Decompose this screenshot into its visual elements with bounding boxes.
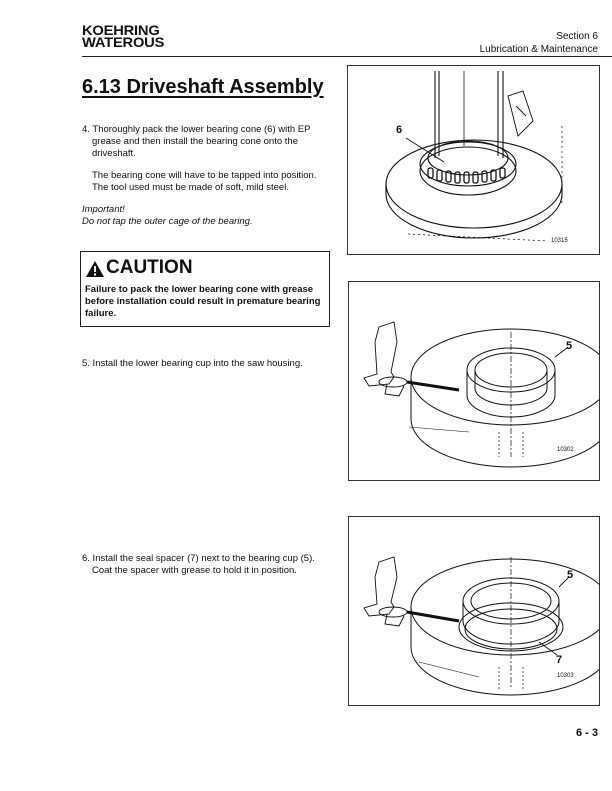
step-6-text: 6. Install the seal spacer (7) next to the bearing cup (5). Coat the spacer with grease to hold it in position.	[82, 553, 315, 576]
caution-text: Failure to pack the lower bearing cone with grease before installation could result in premature bearing failure.	[85, 284, 321, 319]
caution-heading	[85, 258, 325, 278]
company-logo	[82, 22, 165, 50]
warning-triangle-icon	[85, 260, 105, 278]
page-title: 6.13 Driveshaft Assembly	[82, 76, 324, 98]
caution-title: CAUTION	[106, 257, 193, 278]
figure-bearing-cup	[348, 281, 600, 481]
step-4-text: 4. Thoroughly pack the lower bearing cone (6) with EP grease and then install the bearing cone onto the driveshaft.	[82, 124, 311, 159]
logo-line-1: KOEHRING	[82, 22, 160, 38]
step-4	[82, 124, 327, 228]
important-text: Do not tap the outer cage of the bearing.	[82, 216, 253, 227]
section-title: Lubrication & Maintenance	[479, 44, 598, 55]
callout-6: 6	[396, 124, 403, 136]
step-4-note: The bearing cone will have to be tapped into position. The tool used must be made of soft, mild steel.	[92, 170, 317, 193]
section-number: Section 6	[556, 31, 598, 42]
important-label: Important!	[82, 204, 125, 215]
step-6	[82, 553, 332, 577]
logo-line-2: WATEROUS	[82, 34, 165, 50]
step-5: 5. Install the lower bearing cup into the saw housing.	[82, 358, 303, 369]
callout-5: 5	[567, 569, 574, 581]
section-header	[480, 30, 598, 56]
page-number: 6 - 3	[575, 727, 598, 739]
figure-number: 10303	[557, 673, 574, 679]
callout-7: 7	[556, 654, 563, 666]
figure-bearing-cone	[347, 65, 600, 255]
caution-box	[80, 251, 330, 327]
figure-seal-spacer	[348, 516, 600, 706]
header-rule	[82, 56, 612, 57]
figure-number: 10302	[557, 447, 574, 453]
figure-number: 10315	[551, 238, 568, 244]
callout-5: 5	[566, 340, 573, 352]
bearing-cone-illustration	[348, 66, 600, 255]
